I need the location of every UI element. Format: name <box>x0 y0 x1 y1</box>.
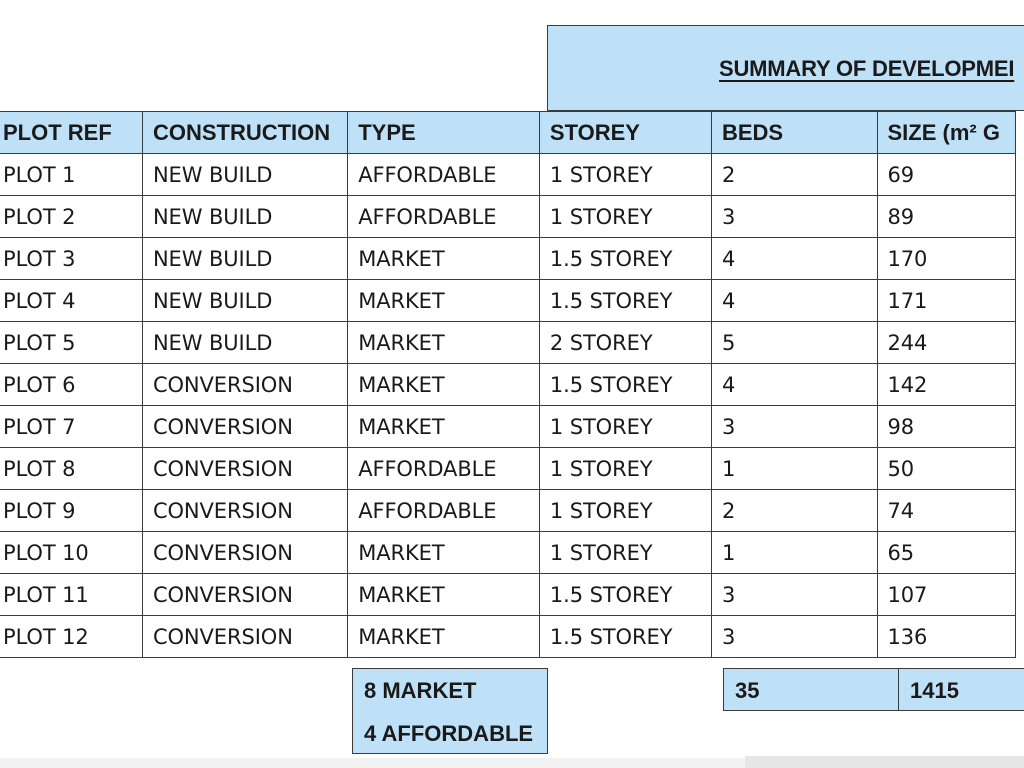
bottom-bar-left <box>0 758 745 768</box>
cell-construction: NEW BUILD <box>142 154 347 196</box>
type-totals-cell <box>352 668 548 754</box>
cell-beds: 3 <box>711 616 877 658</box>
total-size: 1415 <box>910 678 959 703</box>
total-affordable: 4 AFFORDABLE <box>364 721 534 746</box>
header-type: TYPE <box>348 112 540 154</box>
cell-construction: CONVERSION <box>142 532 347 574</box>
cell-beds: 3 <box>711 574 877 616</box>
cell-type: MARKET <box>348 532 540 574</box>
table-row <box>0 532 1016 574</box>
cell-plot-ref: PLOT 6 <box>0 364 142 406</box>
cell-plot-ref: PLOT 2 <box>0 196 142 238</box>
cell-storey: 2 STOREY <box>539 322 711 364</box>
cell-construction: CONVERSION <box>142 490 347 532</box>
cell-plot-ref: PLOT 1 <box>0 154 142 196</box>
cell-plot-ref: PLOT 4 <box>0 280 142 322</box>
cell-type: MARKET <box>348 574 540 616</box>
cell-storey: 1 STOREY <box>539 490 711 532</box>
cell-plot-ref: PLOT 12 <box>0 616 142 658</box>
table-row <box>0 322 1016 364</box>
cell-storey: 1.5 STOREY <box>539 574 711 616</box>
cell-beds: 4 <box>711 280 877 322</box>
cell-construction: CONVERSION <box>142 364 347 406</box>
cell-beds: 4 <box>711 238 877 280</box>
cell-size: 89 <box>877 196 1016 238</box>
cell-plot-ref: PLOT 9 <box>0 490 142 532</box>
header-size: SIZE (m² G <box>877 112 1016 154</box>
cell-construction: NEW BUILD <box>142 238 347 280</box>
cell-size: 136 <box>877 616 1016 658</box>
cell-beds: 2 <box>711 490 877 532</box>
development-table <box>0 111 1016 658</box>
cell-storey: 1 STOREY <box>539 406 711 448</box>
table-row <box>0 574 1016 616</box>
table-body <box>0 154 1016 658</box>
cell-type: MARKET <box>348 322 540 364</box>
header-beds: BEDS <box>711 112 877 154</box>
table-row <box>0 238 1016 280</box>
cell-construction: CONVERSION <box>142 616 347 658</box>
cell-size: 142 <box>877 364 1016 406</box>
summary-title: SUMMARY OF DEVELOPMEI <box>719 56 1015 81</box>
cell-storey: 1 STOREY <box>539 154 711 196</box>
cell-beds: 3 <box>711 406 877 448</box>
cell-type: AFFORDABLE <box>348 196 540 238</box>
header-construction: CONSTRUCTION <box>142 112 347 154</box>
total-market: 8 MARKET <box>364 678 477 703</box>
cell-construction: CONVERSION <box>142 406 347 448</box>
table-row <box>0 154 1016 196</box>
cell-type: AFFORDABLE <box>348 448 540 490</box>
cell-construction: NEW BUILD <box>142 322 347 364</box>
cell-beds: 3 <box>711 196 877 238</box>
cell-storey: 1.5 STOREY <box>539 616 711 658</box>
cell-size: 244 <box>877 322 1016 364</box>
table-row <box>0 616 1016 658</box>
cell-size: 107 <box>877 574 1016 616</box>
bottom-bar-right <box>745 756 1024 768</box>
cell-construction: NEW BUILD <box>142 280 347 322</box>
cell-storey: 1 STOREY <box>539 532 711 574</box>
cell-storey: 1 STOREY <box>539 196 711 238</box>
beds-total-cell <box>723 668 899 711</box>
cell-plot-ref: PLOT 7 <box>0 406 142 448</box>
table-row <box>0 196 1016 238</box>
cell-type: MARKET <box>348 280 540 322</box>
cell-beds: 5 <box>711 322 877 364</box>
total-beds: 35 <box>735 678 760 703</box>
cell-construction: CONVERSION <box>142 574 347 616</box>
cell-storey: 1.5 STOREY <box>539 364 711 406</box>
cell-beds: 1 <box>711 532 877 574</box>
cell-beds: 1 <box>711 448 877 490</box>
cell-storey: 1.5 STOREY <box>539 238 711 280</box>
header-plot-ref: PLOT REF <box>0 112 142 154</box>
table-row <box>0 364 1016 406</box>
cell-plot-ref: PLOT 3 <box>0 238 142 280</box>
cell-beds: 2 <box>711 154 877 196</box>
cell-type: MARKET <box>348 238 540 280</box>
cell-size: 170 <box>877 238 1016 280</box>
cell-type: AFFORDABLE <box>348 490 540 532</box>
table-row <box>0 280 1016 322</box>
table-header-row <box>0 112 1016 154</box>
cell-type: MARKET <box>348 616 540 658</box>
cell-plot-ref: PLOT 5 <box>0 322 142 364</box>
cell-plot-ref: PLOT 8 <box>0 448 142 490</box>
cell-construction: NEW BUILD <box>142 196 347 238</box>
summary-title-box <box>547 25 1024 111</box>
cell-size: 171 <box>877 280 1016 322</box>
cell-plot-ref: PLOT 10 <box>0 532 142 574</box>
cell-type: MARKET <box>348 364 540 406</box>
cell-beds: 4 <box>711 364 877 406</box>
cell-size: 74 <box>877 490 1016 532</box>
cell-type: AFFORDABLE <box>348 154 540 196</box>
cell-size: 69 <box>877 154 1016 196</box>
header-storey: STOREY <box>539 112 711 154</box>
cell-size: 98 <box>877 406 1016 448</box>
table-row <box>0 448 1016 490</box>
table-row <box>0 406 1016 448</box>
size-total-cell <box>898 668 1024 711</box>
cell-type: MARKET <box>348 406 540 448</box>
cell-plot-ref: PLOT 11 <box>0 574 142 616</box>
cell-size: 50 <box>877 448 1016 490</box>
cell-storey: 1.5 STOREY <box>539 280 711 322</box>
cell-storey: 1 STOREY <box>539 448 711 490</box>
cell-size: 65 <box>877 532 1016 574</box>
table-row <box>0 490 1016 532</box>
cell-construction: CONVERSION <box>142 448 347 490</box>
